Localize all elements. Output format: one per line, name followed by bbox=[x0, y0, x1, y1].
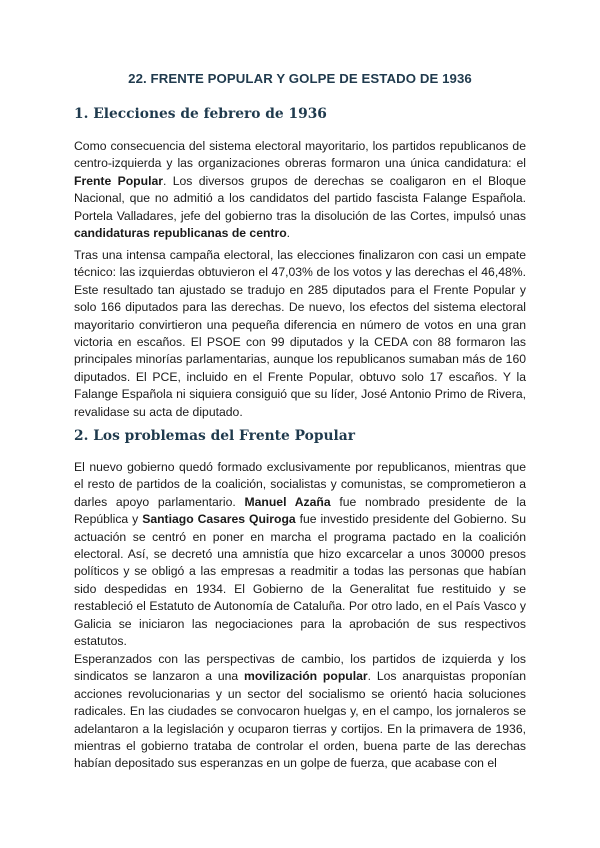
paragraph-frente-popular-candidatura bbox=[74, 138, 526, 242]
section-heading-problemas: 2. Los problemas del Frente Popular bbox=[74, 428, 355, 444]
paragraph-text: Esperanzados con las perspectivas de cambio, los partidos de izquierda y los sindicatos se lanzaron a una bbox=[74, 652, 526, 684]
paragraph-text: . Los diversos grupos de derechas se coaligaron en el Bloque Nacional, que no admitió a los candidatos del partido fascista Falange Española. Portela Valladares, jefe del gobierno tras la disolución de las Cortes, impulsó unas bbox=[74, 173, 526, 223]
bold-term-candidaturas-centro: candidaturas republicanas de centro bbox=[74, 226, 287, 241]
paragraph-text: . Los anarquistas proponían acciones revolucionarias y un sector del socialismo se orientó hacia soluciones radicales. En las ciudades se convocaron huelgas y, en el campo, los jornaleros se adelantaron a la legislación y ocuparon tierras y cortijos. En la primavera de 1936, mientras el gobierno trataba de controlar el orden, buena parte de las derechas habían depositado sus esperanzas en un golpe de fuerza, que acabase con el bbox=[74, 669, 526, 771]
paragraph-text: Como consecuencia del sistema electoral mayoritario, los partidos republicanos de centro-izquierda y las organizaciones obreras formaron una única candidatura: el bbox=[74, 139, 526, 171]
section-heading-elecciones: 1. Elecciones de febrero de 1936 bbox=[74, 106, 327, 122]
document-title: 22. FRENTE POPULAR Y GOLPE DE ESTADO DE 1936 bbox=[128, 71, 472, 86]
bold-term-casares-quiroga: Santiago Casares Quiroga bbox=[142, 512, 296, 527]
paragraph-text: fue investido presidente del Gobierno. Su actuación se centró en poner en marcha el programa pactado en la coalición electoral. Así, se decretó una amnistía que hizo excarcelar a unos 30000 presos políticos y se obligó a las empresas a readmitir a todas las personas que habían sido despedidas en 1934. El Gobierno de la Generalitat fue restituido y se restableció el Estatuto de Autonomía de Cataluña. Por otro lado, en el País Vasco y Galicia se iniciaron las negociaciones para la aprobación de sus respectivos estatutos. bbox=[74, 512, 526, 649]
bold-term-movilizacion-popular: movilización popular bbox=[243, 669, 368, 684]
paragraph-movilizacion-popular bbox=[74, 651, 526, 773]
bold-term-manuel-azana: Manuel Azaña bbox=[244, 494, 331, 509]
paragraph-resultados-electorales: Tras una intensa campaña electoral, las elecciones finalizaron con casi un empate técnico: las izquierdas obtuvieron el 47,03% de los votos y las derechas el 46,48%. Este resultado tan ajustado se tradujo en 285 diputados para el Frente Popular y solo 166 diputados para las derechas. De nuevo, los efectos del sistema electoral mayoritario convirtieron una pequeña diferencia en número de votos en una gran victoria en escaños. El PSOE con 99 diputados y la CEDA con 88 formaron las principales minorías parlamentarias, aunque los republicanos sumaban más de 160 diputados. El PCE, incluido en el Frente Popular, obtuvo solo 17 escaños. Y la Falange Española ni siquiera consiguió que su líder, José Antonio Primo de Rivera, revalidase su acta de diputado. bbox=[74, 248, 526, 419]
bold-term-frente-popular: Frente Popular bbox=[74, 173, 163, 188]
paragraph-nuevo-gobierno bbox=[74, 459, 526, 650]
paragraph-text: El nuevo gobierno quedó formado exclusivamente por republicanos, mientras que el resto de partidos de la coalición, socialistas y comunistas, se comprometieron a darles apoyo parlamentario. bbox=[74, 460, 526, 509]
paragraph-text: . bbox=[286, 226, 291, 241]
paragraph-text: fue nombrado presidente de la República y bbox=[74, 494, 526, 527]
